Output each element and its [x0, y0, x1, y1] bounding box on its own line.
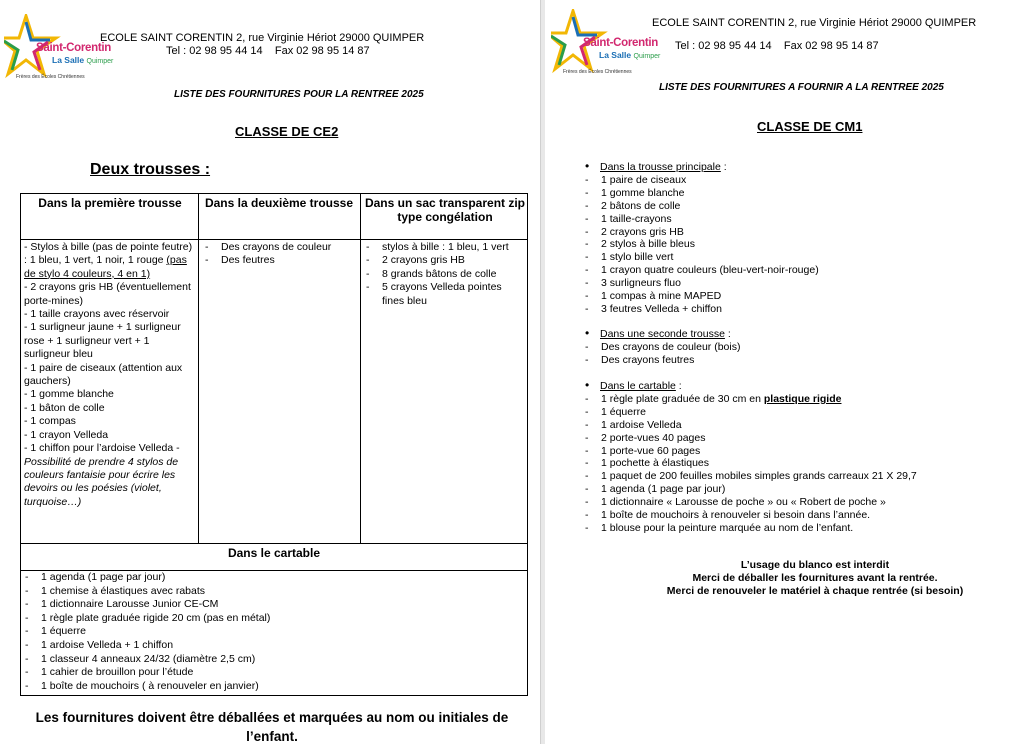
col1-item: - 1 gomme blanche	[24, 388, 114, 401]
col1-item: - 1 paire de ciseaux (attention aux gauchers)	[24, 361, 183, 388]
list-item: - Des crayons feutres	[584, 354, 1004, 367]
col3-item: - 2 crayons gris HB	[362, 254, 526, 267]
list-item: - 1 dictionnaire « Larousse de poche » ou « Robert de poche »	[584, 496, 1014, 509]
col1-item-note: Possibilité de prendre 4 stylos de couleurs fantaisie pour écrire les devoirs ou les poésies (violet, turquoise…)	[24, 455, 179, 508]
list-item: - 2 stylos à bille bleus	[584, 238, 1004, 251]
footer-line: Merci de déballer les fournitures avant la rentrée.	[692, 571, 938, 584]
col1-item: - Stylos à bille (pas de pointe feutre) : 1 bleu, 1 vert, 1 noir, 1 rouge	[24, 241, 193, 267]
list-item: - 1 crayon quatre couleurs (bleu-vert-noir-rouge)	[584, 264, 1004, 277]
col3-item: - stylos à bille : 1 bleu, 1 vert	[362, 241, 526, 254]
list-item: - 1 taille-crayons	[584, 213, 1004, 226]
cartable-item: - 1 dictionnaire Larousse Junior CE-CM	[21, 598, 527, 612]
list-item: - 1 agenda (1 page par jour)	[584, 483, 1014, 496]
col2-item: - Des crayons de couleur	[201, 241, 359, 254]
logo-tagline: Frères des Écoles Chrétiennes	[563, 69, 632, 75]
page-cm1	[545, 0, 1024, 744]
list-item: - 1 stylo bille vert	[584, 251, 1004, 264]
school-phone-line	[166, 44, 370, 58]
col1-item: - 1 compas	[24, 415, 76, 428]
list-item: - 1 paire de ciseaux	[584, 174, 1004, 187]
list-item: - 1 pochette à élastiques	[584, 457, 1014, 470]
col1-header: Dans la première trousse	[38, 196, 182, 210]
list-subtitle-cm1: LISTE DES FOURNITURES A FOURNIR A LA RENTREE 2025	[659, 82, 944, 93]
class-title: CLASSE DE CE2	[235, 124, 339, 139]
logo-sub: La Salle Quimper	[599, 50, 661, 60]
list-item: - 1 porte-vue 60 pages	[584, 445, 1014, 458]
logo-name: Saint-Corentin	[36, 42, 112, 54]
list-item: - 1 gomme blanche	[584, 187, 1004, 200]
section-title: • Dans le cartable :	[584, 380, 1014, 393]
col1-item: - 1 surligneur jaune + 1 surligneur rose + 1 surligneur vert + 1 surligneur bleu	[24, 321, 181, 361]
cartable-item: - 1 boîte de mouchoirs ( à renouveler en janvier)	[21, 680, 527, 694]
col1-item: - 1 taille crayons avec réservoir	[24, 308, 170, 321]
footer-line: Merci de renouveler le matériel à chaque rentrée (si besoin)	[666, 584, 964, 597]
list-item: - 1 compas à mine MAPED	[584, 290, 1004, 303]
school-phone-line-cm1	[675, 39, 879, 53]
logo-tagline: Frères des Écoles Chrétiennes	[16, 74, 85, 80]
two-pencil-cases-title: Deux trousses :	[90, 161, 211, 178]
list-item: - 1 paquet de 200 feuilles mobiles simples grands carreaux 21 X 29,7	[584, 470, 1014, 483]
list-item: - 1 règle plate graduée de 30 cm en plastique rigide	[584, 393, 1014, 406]
cartable-item: - 1 ardoise Velleda + 1 chiffon	[21, 639, 527, 653]
col3-item: - 8 grands bâtons de colle	[362, 268, 526, 281]
col1-item: - 2 crayons gris HB (éventuellement porte-mines)	[24, 281, 191, 307]
list-item: - 1 blouse pour la peinture marquée au nom de l’enfant.	[584, 522, 1014, 535]
col3-header: Dans un sac transparent zip type congélation	[364, 196, 526, 224]
school-logo	[551, 9, 661, 79]
cartable-item: - 1 équerre	[21, 625, 527, 639]
school-fax: Fax 02 98 95 14 87	[274, 45, 370, 57]
col1-content	[24, 241, 196, 509]
section-title: • Dans une seconde trousse :	[584, 328, 1004, 341]
col1-item: - 1 chiffon pour l’ardoise Velleda -	[24, 442, 180, 455]
section-cartable	[584, 380, 1014, 535]
ce2-footer-note: Les fournitures doivent être déballées et marquées au nom ou initiales de l’enfant.	[35, 710, 509, 744]
supplies-table	[20, 193, 528, 696]
col1-item-note: (pas de stylo 4 couleurs, 4 en 1)	[24, 254, 187, 280]
list-item: - 3 feutres Velleda + chiffon	[584, 303, 1004, 316]
footer-line: L’usage du blanco est interdit	[740, 559, 890, 571]
cartable-item: - 1 agenda (1 page par jour)	[21, 571, 527, 585]
logo-sub: La Salle Quimper	[52, 55, 114, 65]
col3-item: - 5 crayons Velleda pointes fines bleu	[362, 281, 526, 308]
logo-name: Saint-Corentin	[583, 37, 659, 49]
col2-content	[201, 241, 359, 268]
school-address-cm1: ECOLE SAINT CORENTIN 2, rue Virginie Hériot 29000 QUIMPER	[652, 17, 977, 29]
list-item: - 3 surligneurs fluo	[584, 277, 1004, 290]
cartable-list	[21, 571, 527, 693]
col1-item: - 1 bâton de colle	[24, 401, 105, 414]
school-logo	[4, 14, 114, 84]
cm1-footer-notes	[600, 559, 1024, 597]
list-item: - 2 porte-vues 40 pages	[584, 432, 1014, 445]
section-trousse-principale	[584, 161, 1004, 316]
list-item: - 2 crayons gris HB	[584, 226, 1004, 239]
list-item: - 2 bâtons de colle	[584, 200, 1004, 213]
list-item: - Des crayons de couleur (bois)	[584, 341, 1004, 354]
school-address: ECOLE SAINT CORENTIN 2, rue Virginie Hériot 29000 QUIMPER	[100, 32, 425, 44]
cartable-item: - 1 règle plate graduée rigide 20 cm (pas en métal)	[21, 612, 527, 626]
list-item: - 1 boîte de mouchoirs à renouveler si besoin dans l’année.	[584, 509, 1014, 522]
col1-item: - 1 crayon Velleda	[24, 428, 109, 441]
cartable-item: - 1 classeur 4 anneaux 24/32 (diamètre 2,5 cm)	[21, 653, 527, 667]
section-seconde-trousse	[584, 328, 1004, 367]
list-item: - 1 équerre	[584, 406, 1014, 419]
class-title-cm1: CLASSE DE CM1	[757, 119, 863, 134]
col3-content	[362, 241, 526, 308]
school-tel: Tel : 02 98 95 44 14	[166, 45, 263, 57]
section-title: • Dans la trousse principale :	[584, 161, 1004, 174]
list-subtitle: LISTE DES FOURNITURES POUR LA RENTREE 2025	[174, 89, 424, 100]
school-tel: Tel : 02 98 95 44 14	[675, 40, 772, 52]
school-fax: Fax 02 98 95 14 87	[783, 40, 879, 52]
cartable-header: Dans le cartable	[227, 546, 321, 560]
cartable-item: - 1 chemise à élastiques avec rabats	[21, 585, 527, 599]
col2-header: Dans la deuxième trousse	[204, 196, 354, 210]
col2-item: - Des feutres	[201, 254, 359, 267]
list-item: - 1 ardoise Velleda	[584, 419, 1014, 432]
cartable-item: - 1 cahier de brouillon pour l’étude	[21, 666, 527, 680]
